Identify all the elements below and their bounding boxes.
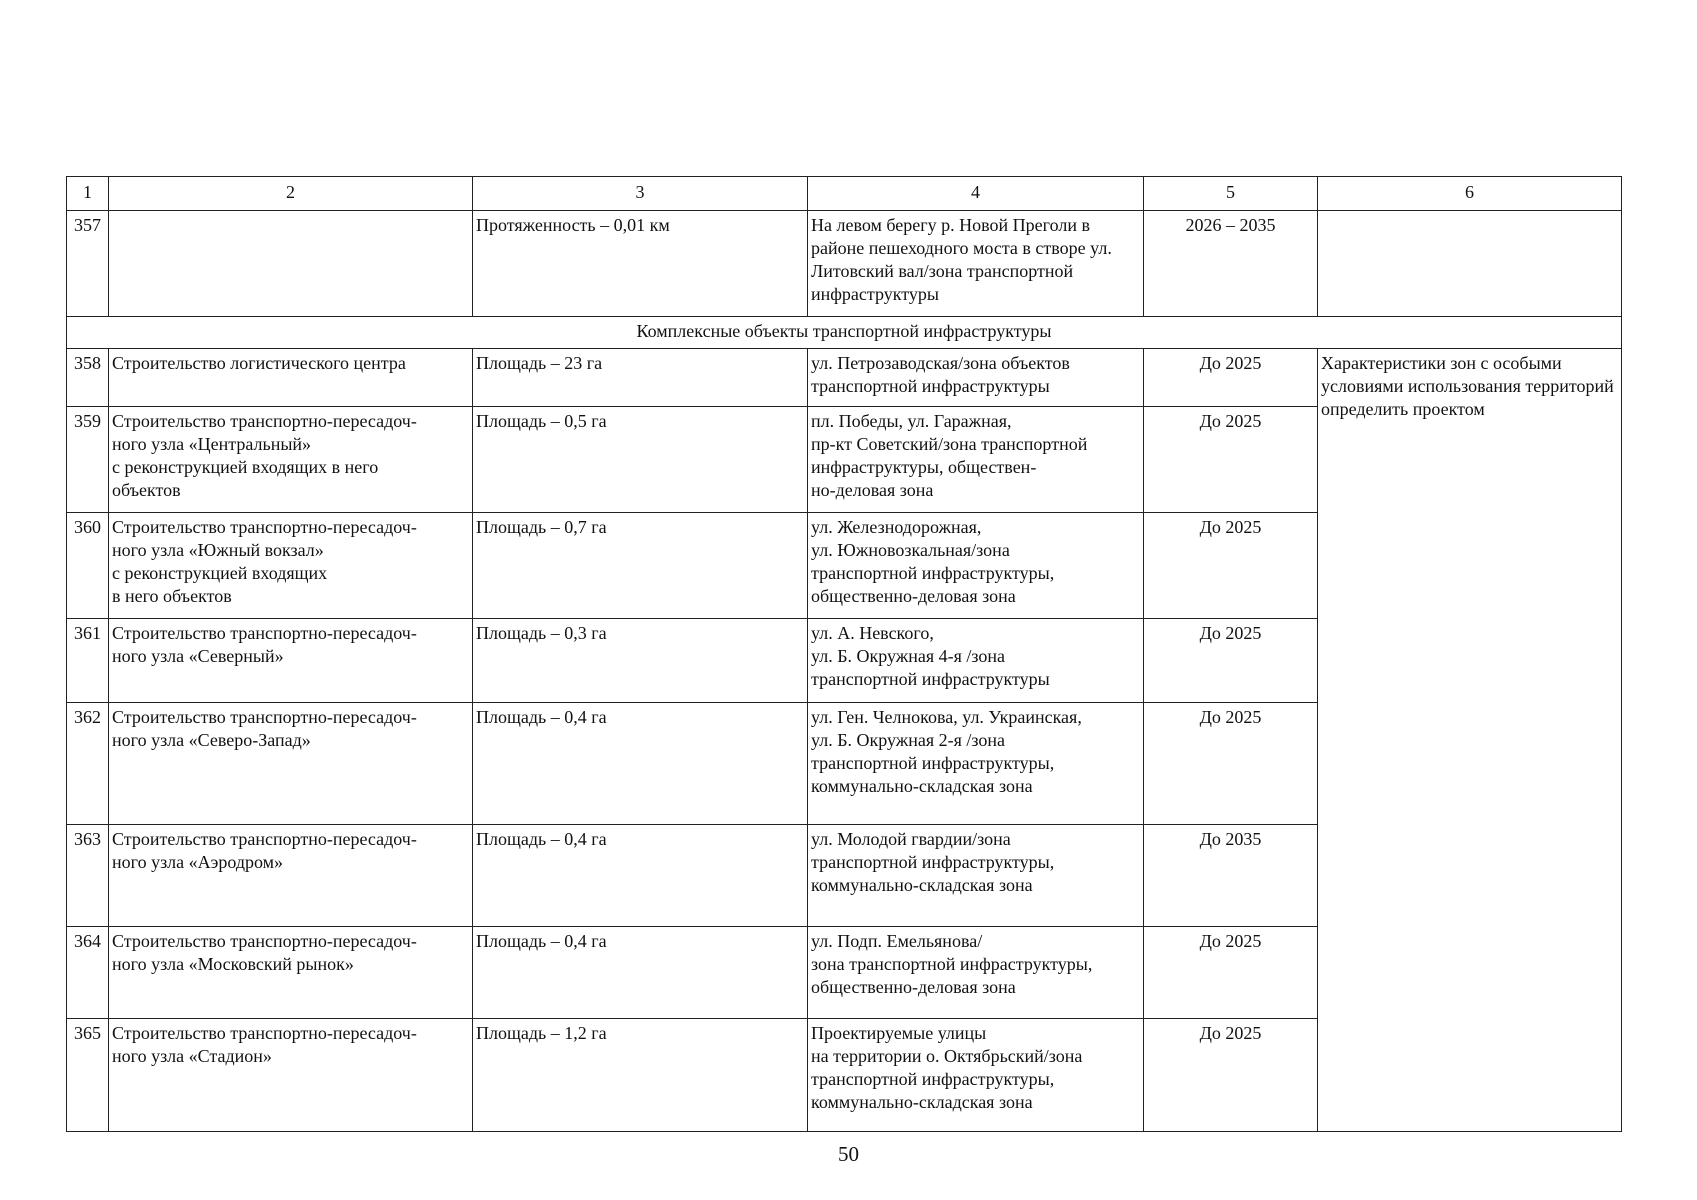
row-number: 362 [67, 703, 109, 825]
object-name-line: Строительство транспортно-пересадоч- [112, 517, 417, 537]
location-line: пр-кт Советский/зона транспортной [811, 434, 1088, 454]
data-table [66, 176, 1622, 1132]
row-number: 359 [67, 407, 109, 513]
location-cell [808, 825, 1144, 927]
object-name-line: объектов [112, 480, 181, 500]
location-cell [808, 1019, 1144, 1132]
period-cell: 2026 – 2035 [1144, 211, 1318, 317]
object-name-cell [109, 703, 473, 825]
object-name-line: в него объектов [112, 586, 232, 606]
object-name-line: Строительство транспортно-пересадоч- [112, 411, 417, 431]
header-cell-1: 1 [67, 177, 109, 211]
location-line: ул. Молодой гвардии/зона [811, 829, 1011, 849]
location-line: транспортной инфраструктуры [811, 669, 1050, 689]
location-cell [808, 703, 1144, 825]
period-cell: До 2025 [1144, 1019, 1318, 1132]
object-name-line: ного узла «Московский рынок» [112, 954, 354, 974]
object-name-line: ного узла «Стадион» [112, 1046, 272, 1066]
location-line: ул. Ген. Челнокова, ул. Украинская, [811, 707, 1082, 727]
period-cell: До 2025 [1144, 407, 1318, 513]
object-name-line: Строительство транспортно-пересадоч- [112, 829, 417, 849]
location-line: ул. Железнодорожная, [811, 517, 982, 537]
table-row-358 [67, 349, 1622, 407]
location-line: ул. Б. Окружная 2-я /зона [811, 730, 1006, 750]
object-name-cell [109, 1019, 473, 1132]
location-line: пл. Победы, ул. Гаражная, [811, 411, 1012, 431]
parameter-cell: Площадь – 23 га [473, 349, 808, 407]
location-line: на территории о. Октябрьский/зона [811, 1046, 1083, 1066]
location-cell [808, 349, 1144, 407]
period-cell: До 2025 [1144, 927, 1318, 1019]
location-line: но-деловая зона [811, 480, 934, 500]
row-number: 361 [67, 619, 109, 703]
section-title: Комплексные объекты транспортной инфраструктуры [67, 317, 1622, 349]
location-line: общественно-деловая зона [811, 586, 1016, 606]
object-name-line: ного узла «Северный» [112, 646, 284, 666]
parameter-cell: Протяженность – 0,01 км [473, 211, 808, 317]
location-line: транспортной инфраструктуры, [811, 563, 1055, 583]
object-name-line: с реконструкцией входящих в него [112, 457, 379, 477]
row-number: 365 [67, 1019, 109, 1132]
row-number: 358 [67, 349, 109, 407]
section-row [67, 317, 1622, 349]
location-line: зона транспортной инфраструктуры, [811, 954, 1093, 974]
object-name-cell [109, 619, 473, 703]
header-cell-5: 5 [1144, 177, 1318, 211]
object-name-cell [109, 349, 473, 407]
location-cell [808, 619, 1144, 703]
page-number: 50 [838, 1142, 859, 1166]
object-name-line: ного узла «Аэродром» [112, 852, 284, 872]
table-row-357 [67, 211, 1622, 317]
period-cell: До 2025 [1144, 349, 1318, 407]
location-line: Проектируемые улицы [811, 1023, 987, 1043]
location-line: ул. Петрозаводская/зона объектов [811, 353, 1070, 373]
shared-note-cell: Характеристики зон с особыми условиями использования территорий определить проектом [1318, 349, 1622, 1132]
parameter-cell: Площадь – 0,5 га [473, 407, 808, 513]
object-name-line: ного узла «Центральный» [112, 434, 312, 454]
parameter-cell: Площадь – 0,3 га [473, 619, 808, 703]
object-name-cell [109, 927, 473, 1019]
location-line: коммунально-складская зона [811, 1092, 1033, 1112]
location-cell: На левом берегу р. Новой Преголи в районе пешеходного моста в створе ул. Литовский вал/зона транспортной инфраструктуры [808, 211, 1144, 317]
location-line: транспортной инфраструктуры [811, 376, 1050, 396]
object-name-cell [109, 513, 473, 619]
period-cell: До 2025 [1144, 703, 1318, 825]
note-cell [1318, 211, 1622, 317]
parameter-cell: Площадь – 1,2 га [473, 1019, 808, 1132]
object-name-line: Строительство транспортно-пересадоч- [112, 707, 417, 727]
object-name-line: Строительство транспортно-пересадоч- [112, 931, 417, 951]
location-line: коммунально-складская зона [811, 875, 1033, 895]
object-name-cell [109, 211, 473, 317]
object-name-line: с реконструкцией входящих [112, 563, 328, 583]
header-cell-6: 6 [1318, 177, 1622, 211]
location-line: ул. Южновозкальная/зона [811, 540, 1010, 560]
object-name-line: Строительство транспортно-пересадоч- [112, 1023, 417, 1043]
row-number: 360 [67, 513, 109, 619]
location-line: общественно-деловая зона [811, 977, 1016, 997]
parameter-cell: Площадь – 0,4 га [473, 825, 808, 927]
object-name-line: ного узла «Южный вокзал» [112, 540, 324, 560]
object-name-cell [109, 407, 473, 513]
location-line: транспортной инфраструктуры, [811, 753, 1055, 773]
period-cell: До 2035 [1144, 825, 1318, 927]
object-name-line: ного узла «Северо-Запад» [112, 730, 311, 750]
location-line: транспортной инфраструктуры, [811, 852, 1055, 872]
header-cell-4: 4 [808, 177, 1144, 211]
parameter-cell: Площадь – 0,4 га [473, 703, 808, 825]
header-row [67, 177, 1622, 211]
location-cell [808, 927, 1144, 1019]
parameter-cell: Площадь – 0,4 га [473, 927, 808, 1019]
location-cell [808, 407, 1144, 513]
object-name-line: Строительство логистического центра [112, 353, 406, 373]
period-cell: До 2025 [1144, 513, 1318, 619]
location-cell [808, 513, 1144, 619]
row-number: 364 [67, 927, 109, 1019]
header-cell-2: 2 [109, 177, 473, 211]
location-line: инфраструктуры, обществен- [811, 457, 1037, 477]
period-cell: До 2025 [1144, 619, 1318, 703]
location-line: ул. А. Невского, [811, 623, 934, 643]
location-line: транспортной инфраструктуры, [811, 1069, 1055, 1089]
object-name-line: Строительство транспортно-пересадоч- [112, 623, 417, 643]
object-name-cell [109, 825, 473, 927]
location-line: ул. Подп. Емельянова/ [811, 931, 983, 951]
row-number: 357 [67, 211, 109, 317]
location-line: коммунально-складская зона [811, 776, 1033, 796]
header-cell-3: 3 [473, 177, 808, 211]
row-number: 363 [67, 825, 109, 927]
location-line: ул. Б. Окружная 4-я /зона [811, 646, 1006, 666]
parameter-cell: Площадь – 0,7 га [473, 513, 808, 619]
